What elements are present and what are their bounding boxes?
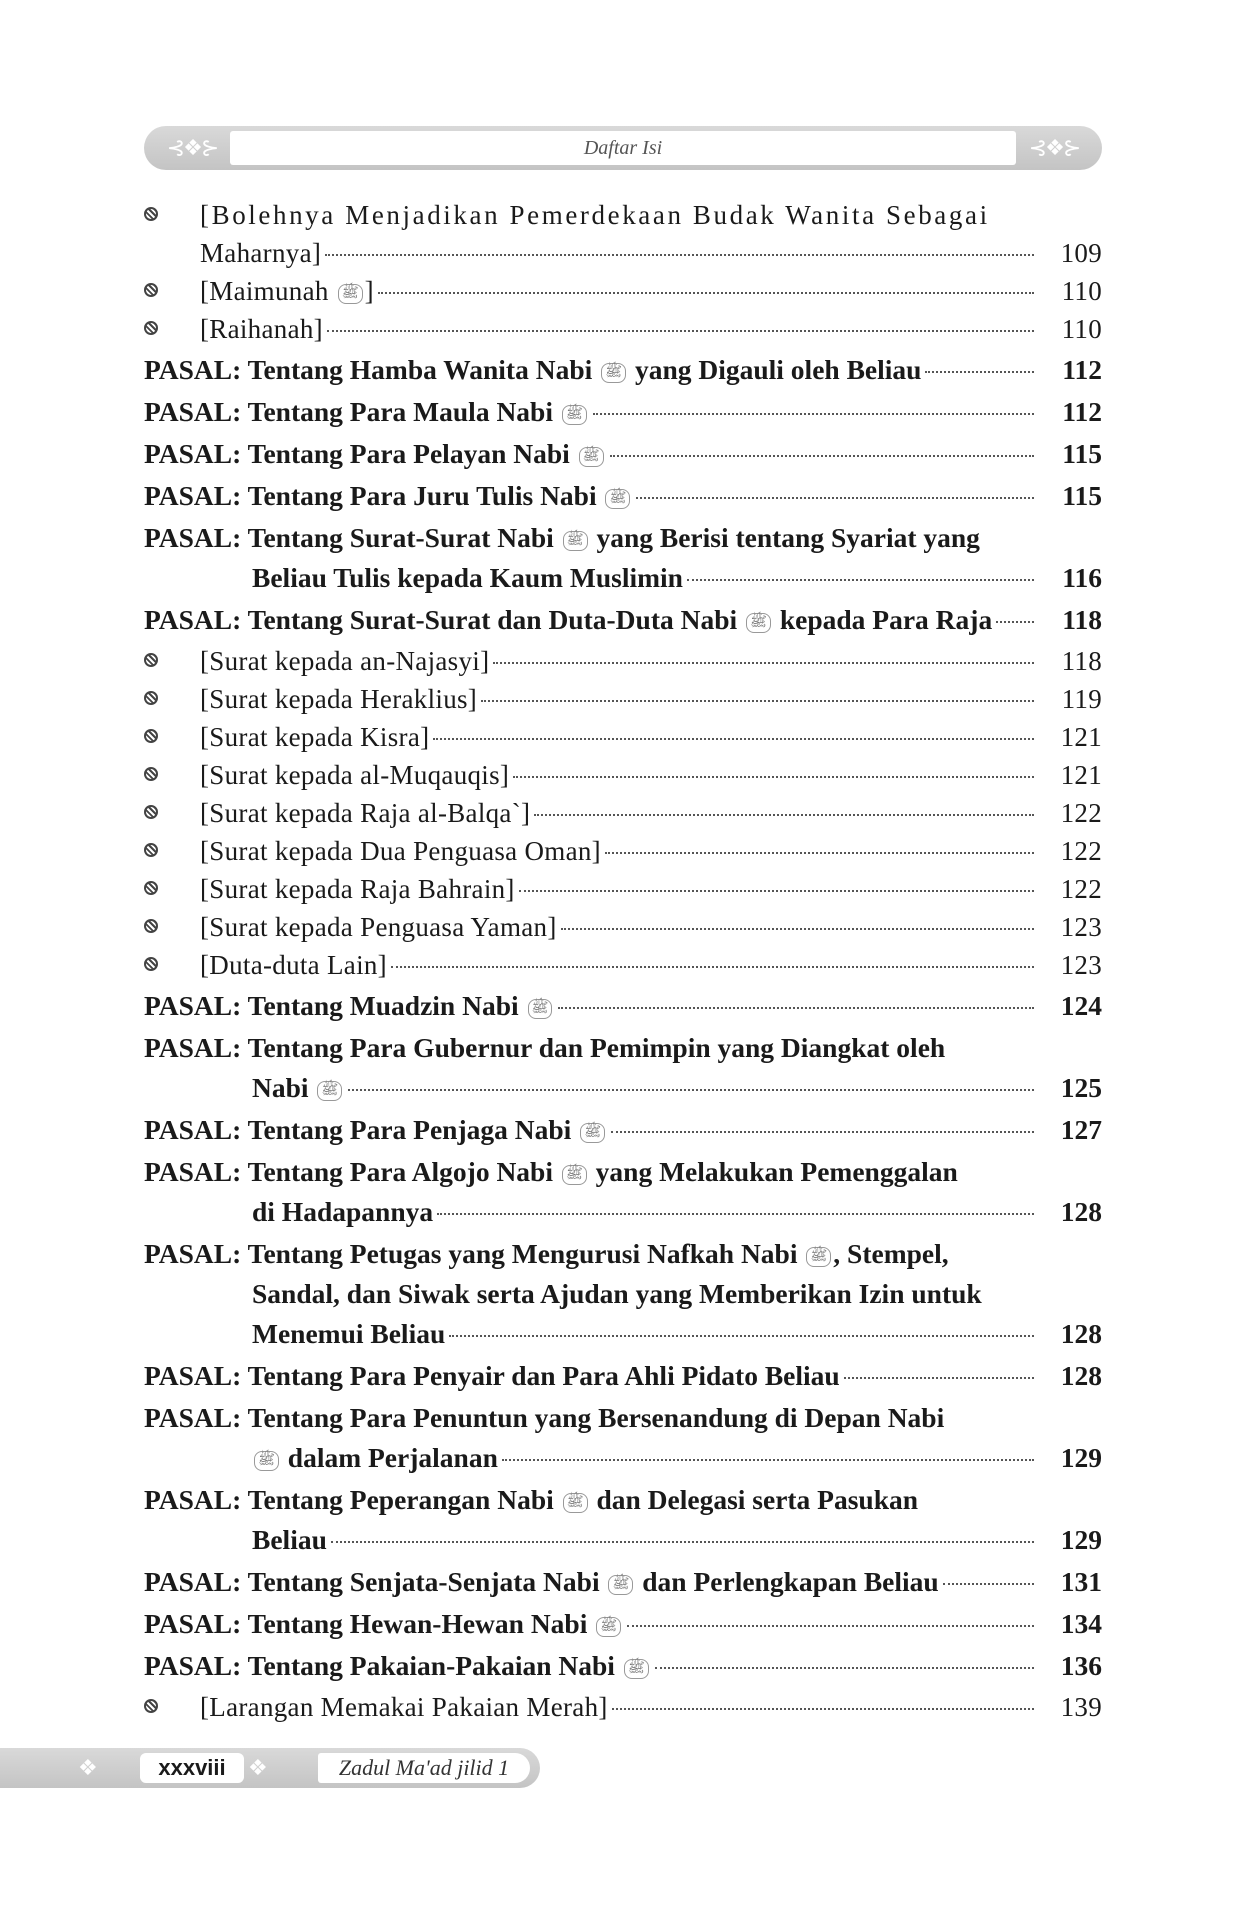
dot-leader [561,928,1034,930]
toc-entry-text: PASAL: Tentang Senjata-Senjata Nabi ﷺ dan Perlengkapan Beliau [144,1566,939,1597]
ornament-bullet-icon [144,691,158,705]
toc-entry-text: PASAL: Tentang Peperangan Nabi ﷺ dan Delegasi serta Pasukan [144,1484,919,1515]
toc-subentry [144,794,1102,832]
salawat-icon: ﷺ [338,284,363,304]
dot-leader [519,890,1034,892]
toc-subentry [144,642,1102,680]
ornament-bullet-icon [144,729,158,743]
ornament-bullet-icon [144,653,158,667]
toc-entry-text: [Surat kepada an-Najasyi] [200,646,490,676]
toc-page-number: 121 [1060,722,1102,752]
dot-leader [327,330,1034,332]
toc-page-number: 122 [1060,836,1102,866]
toc-entry-text: PASAL: Tentang Para Penuntun yang Bersenandung di Depan Nabi [144,1402,945,1433]
salawat-icon: ﷺ [596,1617,621,1637]
toc-subentry [144,310,1102,348]
header-title: Daftar Isi [583,136,663,159]
salawat-icon: ﷺ [601,363,626,383]
toc-entry-text: PASAL: Tentang Para Pelayan Nabi ﷺ [144,434,606,474]
page-footer [0,1748,540,1788]
ornament-bullet-icon [144,881,158,895]
dot-leader [687,579,1034,581]
toc-entry-text: [Maimunah ﷺ ] [200,276,374,306]
toc-page-number: 118 [1061,646,1102,676]
ornament-bullet-icon [144,207,158,221]
dot-leader [513,776,1034,778]
dot-leader [493,662,1034,664]
dot-leader [502,1459,1034,1461]
toc-entry [144,600,1102,640]
toc-entry-text: Beliau [252,1524,327,1555]
toc-entry-text: [Larangan Memakai Pakaian Merah] [200,1692,608,1722]
toc-page-number: 128 [1060,1318,1102,1349]
toc-subentry [144,196,1102,272]
dot-leader [605,852,1034,854]
toc-page-number: 115 [1062,480,1102,511]
salawat-icon: ﷺ [528,999,553,1019]
toc-subentry [144,680,1102,718]
toc-page-number: 116 [1062,562,1102,593]
toc-entry-text: [Surat kepada Heraklius] [200,684,478,714]
dot-leader [331,1541,1034,1543]
toc-page-number: 128 [1060,1360,1102,1391]
toc-entry-text: [Surat kepada Dua Penguasa Oman] [200,836,601,866]
toc-entry-text: [Surat kepada Penguasa Yaman] [200,912,557,942]
toc-entry-text: PASAL: Tentang Hewan-Hewan Nabi ﷺ [144,1604,623,1644]
dot-leader [612,1708,1034,1710]
dot-leader [610,455,1034,457]
toc-entry-text: Beliau Tulis kepada Kaum Muslimin [252,562,683,593]
toc-page-number: 122 [1060,798,1102,828]
toc-entry-text: Nabi ﷺ [252,1068,344,1108]
salawat-icon: ﷺ [806,1247,831,1267]
ornament-bullet-icon [144,957,158,971]
toc-entry [144,392,1102,432]
toc-entry-text: PASAL: Tentang Para Algojo Nabi ﷺ yang Melakukan Pemenggalan [144,1156,958,1187]
ornament-bullet-icon [144,321,158,335]
table-of-contents [144,196,1102,1726]
toc-entry-text: [Bolehnya Menjadikan Pemerdekaan Budak Wanita Sebagai [200,200,990,230]
toc-entry-text: [Surat kepada al-Muqauqis] [200,760,510,790]
toc-entry-text: [Raihanah] [200,314,323,344]
toc-page-number: 112 [1062,396,1102,427]
toc-entry-text: PASAL: Tentang Surat-Surat dan Duta-Duta Nabi ﷺ kepada Para Raja [144,604,993,635]
toc-page-number: 139 [1060,1692,1102,1722]
ornament-bullet-icon [144,843,158,857]
toc-entry-text: PASAL: Tentang Surat-Surat Nabi ﷺ yang Berisi tentang Syariat yang [144,522,980,553]
toc-entry-text: [Duta-duta Lain] [200,950,387,980]
toc-page-number: 136 [1060,1650,1102,1681]
ornament-bullet-icon [144,919,158,933]
dot-leader [593,413,1034,415]
toc-entry [144,1152,1102,1232]
ornament-bullet-icon [144,767,158,781]
dot-leader [611,1131,1034,1133]
dot-leader [627,1625,1034,1627]
ornament-knot-icon: ❖ [78,1755,98,1780]
dot-leader [534,814,1034,816]
ornament-bullet-icon [144,283,158,297]
salawat-icon: ﷺ [254,1451,279,1471]
toc-page-number: 131 [1060,1566,1102,1597]
toc-page-number: 109 [1060,238,1102,268]
toc-subentry [144,832,1102,870]
toc-entry-text: PASAL: Tentang Pakaian-Pakaian Nabi ﷺ [144,1646,651,1686]
dot-leader [378,292,1034,294]
dot-leader [325,254,1034,256]
salawat-icon: ﷺ [608,1575,633,1595]
dot-leader [437,1213,1034,1215]
toc-page-number: 112 [1062,354,1102,385]
toc-entry-text: PASAL: Tentang Para Penjaga Nabi ﷺ [144,1110,607,1150]
toc-entry [144,476,1102,516]
ornament-bullet-icon [144,805,158,819]
toc-page-number: 119 [1061,684,1102,714]
toc-entry [144,1110,1102,1150]
toc-entry [144,518,1102,598]
dot-leader [348,1089,1034,1091]
toc-page-number: 128 [1060,1196,1102,1227]
salawat-icon: ﷺ [746,613,771,633]
toc-entry-text: ﷺ dalam Perjalanan [252,1438,498,1478]
toc-entry-text: PASAL: Tentang Para Juru Tulis Nabi ﷺ [144,476,632,516]
dot-leader [925,371,1034,373]
toc-subentry [144,870,1102,908]
toc-entry [144,1646,1102,1686]
toc-entry [144,1480,1102,1560]
dot-leader [391,966,1034,968]
toc-entry [144,986,1102,1026]
toc-subentry [144,1688,1102,1726]
toc-page-number: 123 [1060,950,1102,980]
toc-entry [144,1028,1102,1108]
toc-entry-text: PASAL: Tentang Para Maula Nabi ﷺ [144,392,589,432]
dot-leader [558,1007,1034,1009]
toc-entry-text: Menemui Beliau [252,1318,446,1349]
toc-entry [144,1562,1102,1602]
toc-page-number: 110 [1061,276,1102,306]
toc-page-number: 122 [1060,874,1102,904]
toc-entry-text: [Surat kepada Raja al-Balqa`] [200,798,531,828]
toc-entry-text: PASAL: Tentang Para Gubernur dan Pemimpin yang Diangkat oleh [144,1032,946,1063]
toc-entry-text: [Surat kepada Raja Bahrain] [200,874,515,904]
dot-leader [481,700,1034,702]
salawat-icon: ﷺ [563,1493,588,1513]
salawat-icon: ﷺ [624,1659,649,1679]
footer-page-number: xxxviii [140,1753,244,1783]
salawat-icon: ﷺ [579,447,604,467]
ornament-bullet-icon [144,1699,158,1713]
dot-leader [943,1583,1034,1585]
toc-page-number: 115 [1062,438,1102,469]
toc-entry [144,1234,1102,1354]
dot-leader [449,1335,1034,1337]
toc-page-number: 125 [1060,1072,1102,1103]
toc-entry [144,1356,1102,1396]
toc-page-number: 110 [1061,314,1102,344]
toc-entry-text: PASAL: Tentang Para Penyair dan Para Ahli Pidato Beliau [144,1360,840,1391]
salawat-icon: ﷺ [562,1165,587,1185]
salawat-icon: ﷺ [562,405,587,425]
toc-entry-text: PASAL: Tentang Petugas yang Mengurusi Nafkah Nabi ﷺ , Stempel, [144,1238,949,1269]
salawat-icon: ﷺ [563,531,588,551]
salawat-icon: ﷺ [580,1123,605,1143]
toc-page-number: 127 [1060,1114,1102,1145]
footer-title-box [318,1753,530,1783]
toc-subentry [144,272,1102,310]
toc-entry-text: PASAL: Tentang Muadzin Nabi ﷺ [144,986,554,1026]
toc-page-number: 118 [1062,604,1102,635]
toc-entry [144,1604,1102,1644]
toc-subentry [144,908,1102,946]
dot-leader [636,497,1034,499]
toc-entry-text: PASAL: Tentang Hamba Wanita Nabi ﷺ yang Digauli oleh Beliau [144,354,922,385]
toc-entry-text: Sandal, dan Siwak serta Ajudan yang Memberikan Izin untuk [252,1278,982,1309]
toc-page-number: 123 [1060,912,1102,942]
toc-entry [144,1398,1102,1478]
ornament-knot-icon: ⊰❖⊱ [166,135,218,160]
footer-book-title: Zadul Ma'ad jilid 1 [338,1755,510,1780]
dot-leader [433,738,1034,740]
toc-subentry [144,756,1102,794]
dot-leader [844,1377,1034,1379]
toc-entry-text: Maharnya] [200,238,322,268]
toc-entry-text: di Hadapannya [252,1196,434,1227]
ornament-knot-icon: ❖ [248,1755,268,1780]
salawat-icon: ﷺ [605,489,630,509]
dot-leader [655,1667,1034,1669]
toc-entry [144,350,1102,390]
salawat-icon: ﷺ [317,1081,342,1101]
toc-page-number: 134 [1060,1608,1102,1639]
toc-page-number: 121 [1060,760,1102,790]
page-header [144,126,1102,170]
dot-leader [996,621,1034,623]
toc-page-number: 124 [1060,990,1102,1021]
toc-subentry [144,718,1102,756]
toc-page-number: 129 [1060,1524,1102,1555]
header-title-box [230,131,1016,165]
toc-page-number: 129 [1060,1442,1102,1473]
toc-subentry [144,946,1102,984]
toc-entry-text: [Surat kepada Kisra] [200,722,430,752]
ornament-knot-icon: ⊰❖⊱ [1028,135,1080,160]
toc-entry [144,434,1102,474]
